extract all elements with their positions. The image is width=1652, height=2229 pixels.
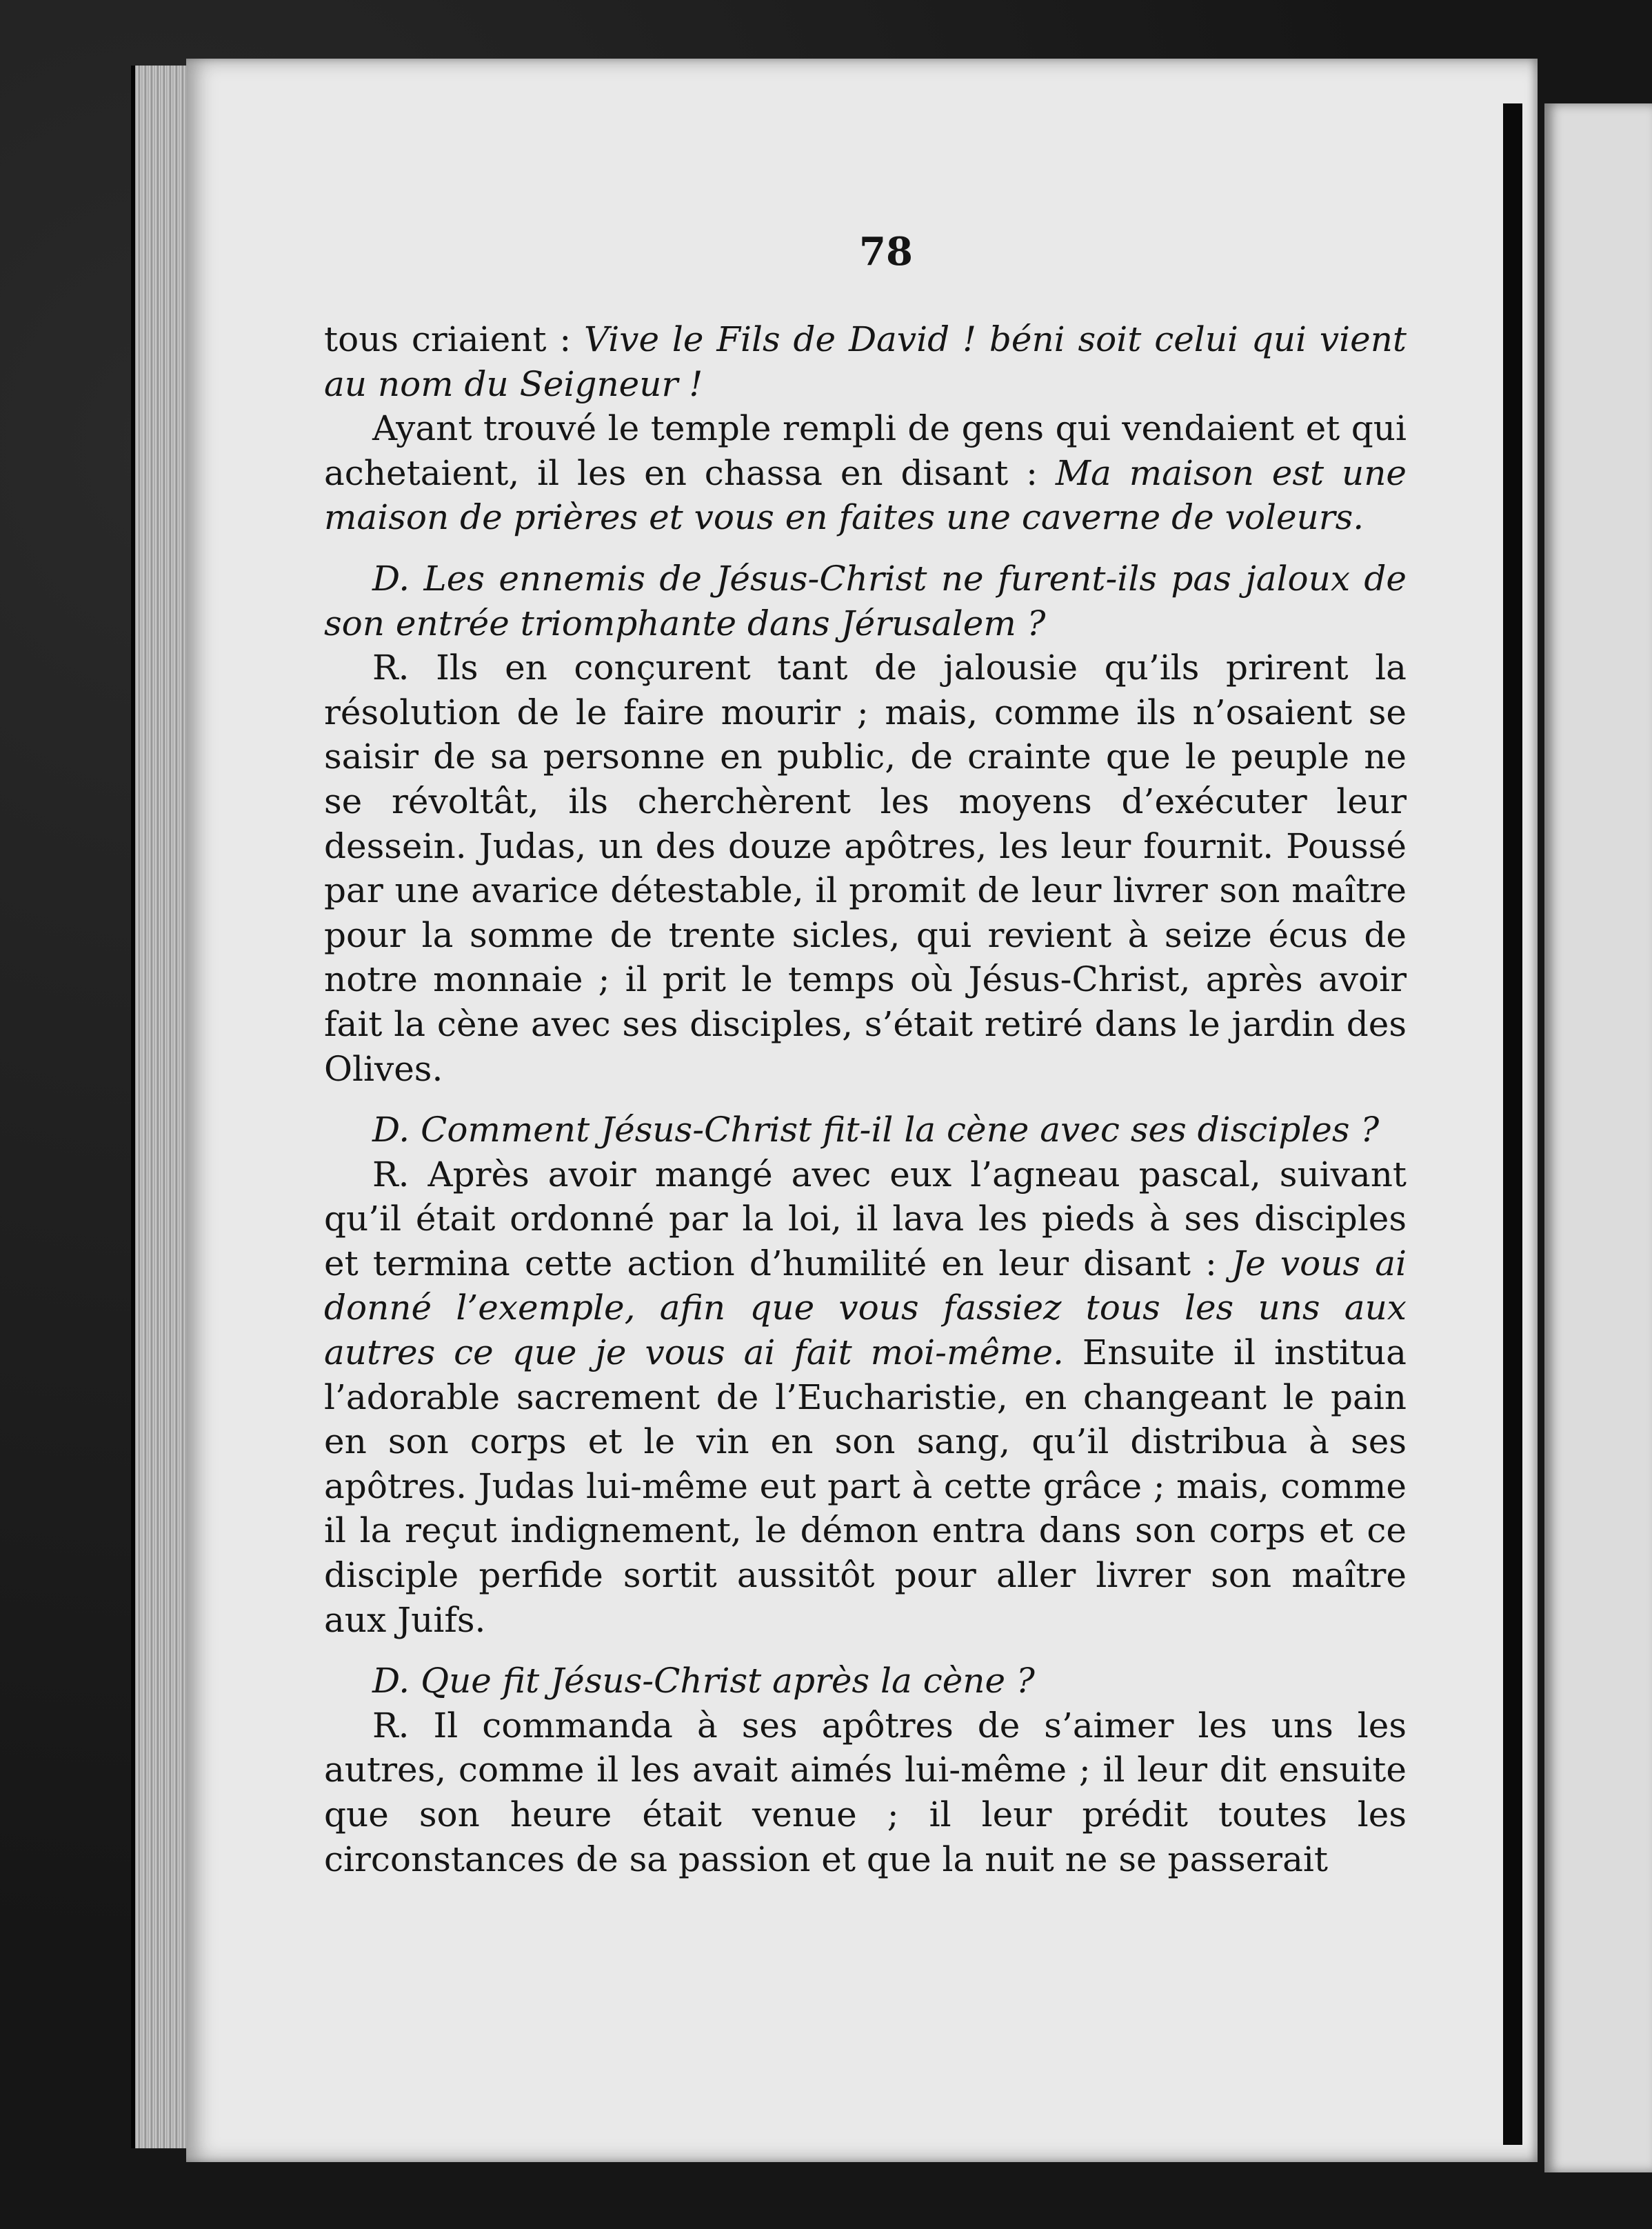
question-paragraph bbox=[324, 1659, 1407, 1703]
question-paragraph bbox=[324, 1108, 1407, 1152]
answer-paragraph bbox=[324, 646, 1407, 1091]
book-gutter bbox=[1503, 103, 1522, 2145]
page-number: 78 bbox=[859, 229, 913, 274]
italic-text-run: Ma maison est une maison de prières et vous en faites une caverne de voleurs. bbox=[324, 452, 1407, 538]
text-run: R. Il commanda à ses apôtres de s’aimer les uns les autres, comme il les avait aimés lui-même ; il leur dit ensuite que son heure était venue ; il leur prédit toutes les circonstances de sa passion et que la nuit ne se passerait bbox=[324, 1705, 1407, 1879]
paragraph-list bbox=[324, 317, 1407, 1881]
text-run: R. Ils en conçurent tant de jalousie qu’ils prirent la résolution de le faire mourir ; mais, comme ils n’osaient se saisir de sa personne en public, de crainte que le peuple ne se révoltât, ils cherchèrent les moyens d’exécuter leur dessein. Judas, un des douze apôtres, les leur fournit. Poussé par une avarice détestable, il promit de leur livrer son maître pour la somme de trente sicles, qui revient à seize écus de notre monnaie ; il prit le temps où Jésus-Christ, après avoir fait la cène avec ses disciples, s’était retiré dans le jardin des Olives. bbox=[324, 648, 1407, 1089]
facing-page-edge bbox=[1544, 103, 1652, 2172]
italic-text-run: D. Les ennemis de Jésus-Christ ne furent-ils pas jaloux de son entrée triomphante dans Jérusalem ? bbox=[324, 558, 1407, 643]
text-run: Ensuite il institua l’adorable sacrement de l’Eucharistie, en changeant le pain en son corps et le vin en son sang, qu’il distribua à ses apôtres. Judas lui-même eut part à cette grâce ; mais, comme il la reçut indignement, le démon entra dans son corps et ce disciple perfide sortit aussitôt pour aller livrer son maître aux Juifs. bbox=[324, 1332, 1407, 1640]
italic-text-run: D. Comment Jésus-Christ fit-il la cène avec ses disciples ? bbox=[372, 1110, 1380, 1150]
text-run: tous criaient : bbox=[324, 319, 585, 359]
text-run: R. Après avoir mangé avec eux l’agneau pascal, suivant qu’il était ordonné par la loi, il lava les pieds à ses disciples et termina cette action d’humilité en leur disant : bbox=[324, 1154, 1407, 1283]
answer-paragraph bbox=[324, 317, 1407, 406]
italic-text-run: D. Que fit Jésus-Christ après la cène ? bbox=[372, 1661, 1035, 1701]
answer-paragraph bbox=[324, 1152, 1407, 1643]
answer-paragraph bbox=[324, 406, 1407, 540]
italic-text-run: Je vous ai donné l’exemple, afin que vous fassiez tous les uns aux autres ce que je vous ai fait moi-même. bbox=[324, 1243, 1407, 1373]
text-run: Ayant trouvé le temple rempli de gens qui vendaient et qui achetaient, il les en chassa en disant : bbox=[324, 408, 1407, 493]
page-text bbox=[324, 221, 1407, 1881]
question-paragraph bbox=[324, 557, 1407, 646]
answer-paragraph bbox=[324, 1703, 1407, 1881]
italic-text-run: Vive le Fils de David ! béni soit celui qui vient au nom du Seigneur ! bbox=[324, 319, 1407, 404]
